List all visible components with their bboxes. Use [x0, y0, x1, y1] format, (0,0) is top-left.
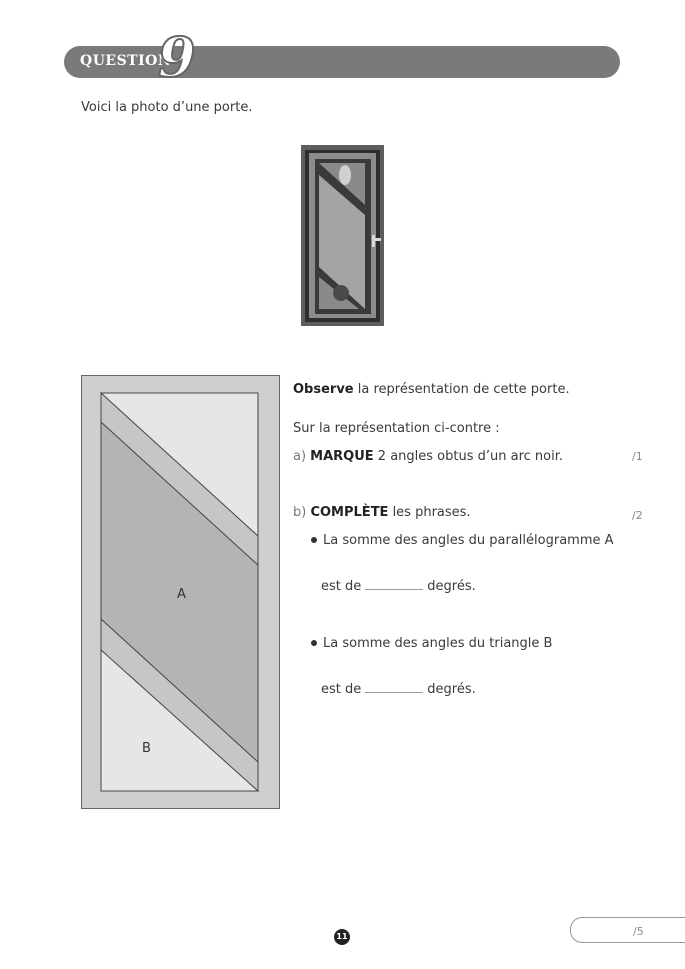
bullet-icon [311, 537, 317, 543]
sentence1-post: degrés. [427, 579, 476, 594]
question-label: QUESTION [80, 53, 172, 69]
sentence1-answer-line [321, 579, 476, 594]
observe-line [293, 382, 570, 397]
page-number: 11 [334, 929, 350, 945]
sentence1-pre: est de [321, 579, 362, 594]
question-number: 9 [158, 25, 196, 89]
sentence2-text: La somme des angles du triangle B [323, 636, 553, 651]
part-a-score: /1 [632, 450, 643, 463]
total-score: /5 [633, 925, 644, 938]
part-b-bold: COMPLÈTE [310, 505, 389, 520]
label-b: B [142, 741, 151, 756]
part-b-prefix: b) [293, 505, 311, 520]
part-b-score: /2 [632, 509, 643, 522]
label-a: A [177, 587, 186, 602]
observe-bold: Observe [293, 382, 354, 397]
total-score-box [570, 917, 685, 943]
part-a-line [293, 449, 563, 464]
sentence2-blank[interactable] [365, 692, 423, 693]
sentence1-text: La somme des angles du parallélogramme A [323, 533, 614, 548]
bullet-icon [311, 640, 317, 646]
sentence2-pre: est de [321, 682, 362, 697]
observe-rest: la représentation de cette porte. [353, 382, 570, 397]
sentence2-answer-line [321, 682, 476, 697]
sentence1-blank[interactable] [365, 589, 423, 590]
sur-line: Sur la représentation ci-contre : [293, 421, 500, 436]
sentence2-post: degrés. [427, 682, 476, 697]
part-a-bold: MARQUE [310, 449, 374, 464]
part-a-prefix: a) [293, 449, 311, 464]
part-a-rest: 2 angles obtus d’un arc noir. [373, 449, 564, 464]
intro-text: Voici la photo d’une porte. [81, 100, 253, 115]
door-diagram [81, 375, 280, 809]
sentence1-line [311, 533, 614, 548]
part-b-rest: les phrases. [388, 505, 471, 520]
part-b-line [293, 505, 471, 520]
sentence2-line [311, 636, 552, 651]
door-photo [301, 145, 384, 326]
